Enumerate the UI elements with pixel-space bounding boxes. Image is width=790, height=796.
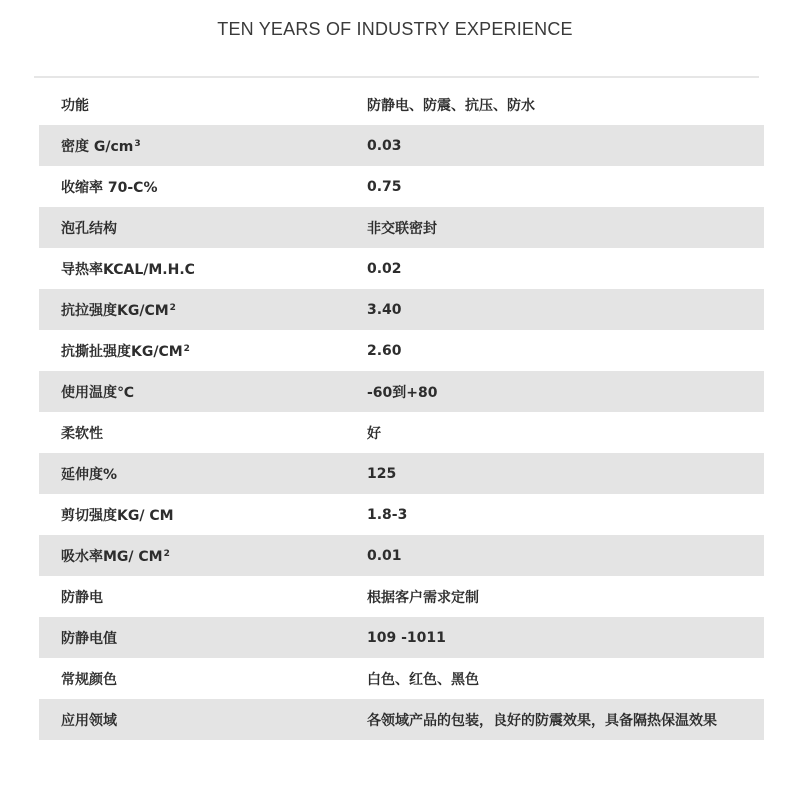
spec-label: 功能 [61, 97, 89, 114]
spec-label: 柔软性 [61, 425, 103, 442]
spec-label: 防静电 [61, 589, 103, 606]
spec-row-softness [39, 412, 764, 453]
spec-row-tear-strength [39, 330, 764, 371]
spec-row-elongation [39, 453, 764, 494]
spec-row-cell-structure [39, 207, 764, 248]
spec-value: 1.8-3 [367, 506, 408, 523]
spec-value: 0.02 [367, 260, 402, 277]
spec-label: 导热率KCAL/M.H.C [61, 261, 195, 278]
spec-label: 抗撕扯强度$KG/CM^2$ [61, 343, 190, 360]
spec-label: 泡孔结构 [61, 220, 117, 237]
spec-row-thermal-conductivity [39, 248, 764, 289]
spec-label: 吸水率MG/ $CM^2$ [61, 548, 170, 565]
spec-row-antistatic-value [39, 617, 764, 658]
spec-value: 0.03 [367, 137, 402, 154]
spec-label: 收缩率 70-C% [61, 179, 158, 196]
spec-value: 白色、红色、黑色 [367, 671, 479, 688]
spec-label: 常规颜色 [61, 671, 117, 688]
spec-row-shrinkage [39, 166, 764, 207]
spec-value: 125 [367, 465, 397, 482]
spec-row-standard-colors [39, 658, 764, 699]
spec-value: 非交联密封 [367, 220, 437, 237]
spec-value: 根据客户需求定制 [367, 589, 479, 606]
spec-label: 剪切强度KG/ CM [61, 507, 174, 524]
spec-row-tensile-strength [39, 289, 764, 330]
spec-row-applications [39, 699, 764, 740]
spec-value: 3.40 [367, 301, 402, 318]
spec-value: -60到+80 [367, 384, 438, 401]
page-title: TEN YEARS OF INDUSTRY EXPERIENCE [217, 19, 573, 39]
spec-label: 应用领域 [61, 712, 117, 729]
title-divider [34, 76, 759, 78]
spec-value: 各领域产品的包装，良好的防震效果，具备隔热保温效果 [367, 712, 717, 729]
spec-value: 109 -1011 [367, 629, 446, 646]
spec-row-antistatic [39, 576, 764, 617]
spec-label: 密度 $G/cm^3$ [61, 138, 141, 155]
spec-row-operating-temperature [39, 371, 764, 412]
spec-row-shear-strength [39, 494, 764, 535]
spec-label: 使用温度℃ [61, 384, 134, 401]
spec-row-density [39, 125, 764, 166]
spec-value: 2.60 [367, 342, 402, 359]
spec-value: 0.01 [367, 547, 402, 564]
spec-label: 延伸度% [61, 466, 118, 483]
spec-row-water-absorption [39, 535, 764, 576]
spec-row-function [39, 84, 764, 125]
spec-label: 防静电值 [61, 630, 117, 647]
spec-value: 0.75 [367, 178, 402, 195]
spec-value: 防静电、防震、抗压、防水 [367, 97, 535, 114]
spec-value: 好 [367, 425, 381, 442]
spec-label: 抗拉强度$KG/CM^2$ [61, 302, 176, 319]
spec-table [39, 84, 764, 740]
